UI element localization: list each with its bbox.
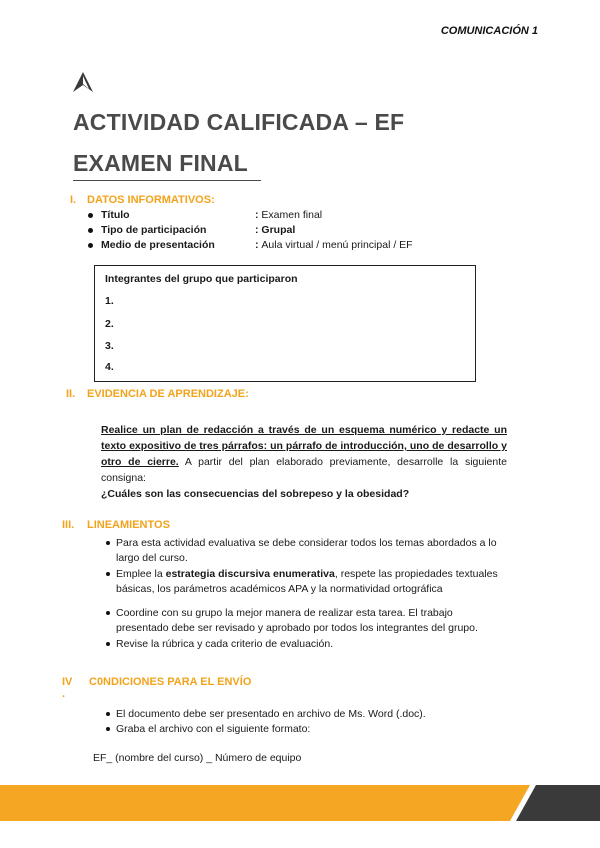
evidence-question: ¿Cuáles son las consecuencias del sobrepeso y la obesidad? (101, 488, 410, 500)
member-slot-1: 1. (105, 295, 114, 307)
section-3-label: LINEAMIENTOS (87, 519, 170, 531)
file-name-format: EF_ (nombre del curso) _ Número de equipo (93, 752, 302, 764)
section-3-number: III. (62, 519, 75, 531)
bullet-icon (88, 213, 93, 218)
evidence-instruction-rest: A partir del plan elaborado previamente, desarrolle la siguiente consigna: (101, 456, 507, 484)
group-members-box (94, 265, 476, 382)
guideline-item: Para esta actividad evaluativa se debe considerar todos los temas abordados a lo largo del curso. (116, 536, 508, 566)
page-title: ACTIVIDAD CALIFICADA – EF (73, 109, 405, 135)
bullet-icon (106, 727, 110, 731)
info-value: : Examen final (255, 209, 323, 221)
info-row-title (88, 209, 508, 223)
info-value: : Grupal (255, 224, 296, 236)
page-subtitle: EXAMEN FINAL (73, 150, 248, 176)
condition-item: El documento debe ser presentado en archivo de Ms. Word (.doc). (116, 707, 508, 722)
bullet-icon (88, 228, 93, 233)
member-slot-4: 4. (105, 361, 114, 373)
condition-item: Graba el archivo con el siguiente formato: (116, 722, 508, 737)
bullet-icon (106, 572, 110, 576)
section-4-number: IV . (62, 676, 73, 700)
group-box-title: Integrantes del grupo que participaron (105, 273, 298, 285)
course-name: COMUNICACIÓN 1 (440, 25, 538, 37)
section-1-label: DATOS INFORMATIVOS: (87, 194, 215, 206)
info-row-medium (88, 239, 508, 253)
guideline-item: Revise la rúbrica y cada criterio de evaluación. (116, 637, 508, 652)
evidence-paragraph (101, 422, 507, 502)
bullet-icon (88, 243, 93, 248)
bullet-icon (106, 541, 110, 545)
guideline-item: Emplee la estrategia discursiva enumerativa, respete las propiedades textuales básicas, los parámetros académicos APA y la normatividad ortográfica (116, 567, 508, 597)
title-underline (73, 180, 261, 181)
section-2-label: EVIDENCIA DE APRENDIZAJE: (87, 388, 249, 400)
evidence-instruction: Realice un plan de redacción a través de un esquema numérico y redacte un texto expositivo de tres párrafos: un párrafo de introducción, uno de desarrollo y otro de cierre. (101, 424, 507, 468)
info-key: Medio de presentación (101, 239, 215, 251)
logo-icon (73, 72, 93, 92)
bullet-icon (106, 611, 110, 615)
info-key: Tipo de participación (101, 224, 207, 236)
bullet-icon (106, 642, 110, 646)
info-value: : Aula virtual / menú principal / EF (255, 239, 413, 251)
guideline-item: Coordine con su grupo la mejor manera de realizar esta tarea. El trabajo presentado debe ser revisado y aprobado por todos los integrantes del grupo. (116, 606, 508, 636)
section-4-label: C0NDICIONES PARA EL ENVÍO (89, 676, 252, 688)
info-key: Título (101, 209, 130, 221)
info-row-participation (88, 224, 508, 238)
member-slot-2: 2. (105, 318, 114, 330)
section-1-number: I. (70, 194, 77, 206)
section-2-number: II. (66, 388, 76, 400)
member-slot-3: 3. (105, 340, 114, 352)
footer-band (0, 785, 600, 821)
bullet-icon (106, 712, 110, 716)
